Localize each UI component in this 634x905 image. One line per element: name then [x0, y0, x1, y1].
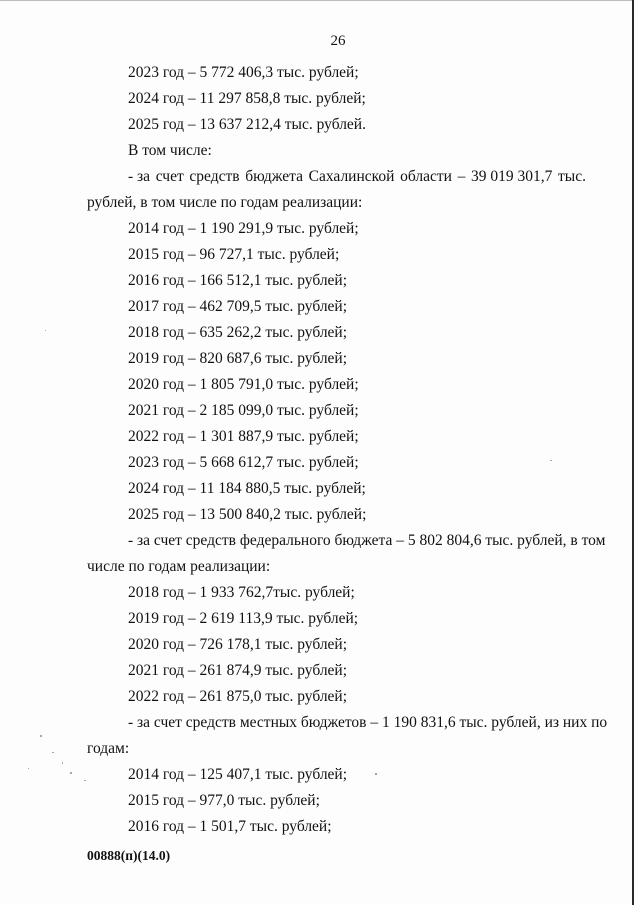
- list-item: 2023 год – 5 772 406,3 тыс. рублей;: [128, 64, 359, 81]
- word: бюджета: [245, 168, 304, 185]
- list-item: 2015 год – 96 727,1 тыс. рублей;: [128, 246, 340, 263]
- word: тыс.: [558, 168, 586, 185]
- list-item: 2025 год – 13 637 212,4 тыс. рублей.: [128, 116, 366, 133]
- list-item: 2022 год – 1 301 887,9 тыс. рублей;: [128, 428, 359, 445]
- page-top-edge: [0, 0, 634, 1]
- regional-budget-continuation: рублей, в том числе по годам реализации:: [87, 194, 363, 211]
- list-item: 2015 год – 977,0 тыс. рублей;: [128, 792, 320, 809]
- scan-speck: [45, 330, 46, 331]
- list-item: 2020 год – 726 178,1 тыс. рублей;: [128, 636, 348, 653]
- list-item: 2014 год – 125 407,1 тыс. рублей;: [128, 766, 348, 783]
- list-item: 2022 год – 261 875,0 тыс. рублей;: [128, 688, 348, 705]
- list-item: 2018 год – 1 933 762,7тыс. рублей;: [128, 584, 355, 601]
- list-item: 2016 год – 166 512,1 тыс. рублей;: [128, 272, 348, 289]
- word: средств: [189, 168, 240, 185]
- federal-budget-continuation: числе по годам реализации:: [87, 558, 271, 575]
- word: 39 019 301,7: [471, 168, 553, 185]
- list-item: 2025 год – 13 500 840,2 тыс. рублей;: [128, 506, 367, 523]
- list-item: 2021 год – 2 185 099,0 тыс. рублей;: [128, 402, 359, 419]
- word: области: [400, 168, 452, 185]
- page-number: 26: [330, 33, 346, 49]
- scan-speck: [40, 735, 42, 737]
- word: счет: [155, 168, 184, 185]
- local-budget-line: - за счет средств местных бюджетов – 1 190 831,6 тыс. рублей, из них по: [128, 714, 608, 731]
- scan-speck: [550, 460, 552, 461]
- list-item: 2019 год – 820 687,6 тыс. рублей;: [128, 350, 348, 367]
- scan-speck: [84, 780, 86, 781]
- scan-speck: [375, 773, 377, 775]
- scan-speck: [52, 752, 54, 753]
- footer-document-code: 00888(п)(14.0): [87, 848, 171, 863]
- list-item: 2023 год – 5 668 612,7 тыс. рублей;: [128, 454, 359, 471]
- federal-budget-line: - за счет средств федерального бюджета – 5 802 804,6 тыс. рублей, в том: [128, 532, 606, 549]
- local-budget-continuation: годам:: [87, 740, 130, 757]
- regional-budget-line: [128, 168, 586, 186]
- scan-speck: [70, 772, 72, 774]
- list-item: 2016 год – 1 501,7 тыс. рублей;: [128, 818, 332, 835]
- list-item: 2020 год – 1 805 791,0 тыс. рублей;: [128, 376, 359, 393]
- list-item: 2024 год – 11 184 880,5 тыс. рублей;: [128, 480, 366, 497]
- list-item: 2014 год – 1 190 291,9 тыс. рублей;: [128, 220, 359, 237]
- word: Сахалинской: [308, 168, 395, 185]
- word: - за: [128, 168, 151, 185]
- word: –: [457, 168, 466, 185]
- list-item: 2019 год – 2 619 113,9 тыс. рублей;: [128, 610, 359, 627]
- list-item: 2018 год – 635 262,2 тыс. рублей;: [128, 324, 348, 341]
- list-item: 2017 год – 462 709,5 тыс. рублей;: [128, 298, 348, 315]
- including-heading: В том числе:: [128, 142, 212, 159]
- list-item: 2024 год – 11 297 858,8 тыс. рублей;: [128, 90, 366, 107]
- scan-speck: [62, 762, 63, 764]
- scan-speck: [28, 768, 29, 769]
- list-item: 2021 год – 261 874,9 тыс. рублей;: [128, 662, 348, 679]
